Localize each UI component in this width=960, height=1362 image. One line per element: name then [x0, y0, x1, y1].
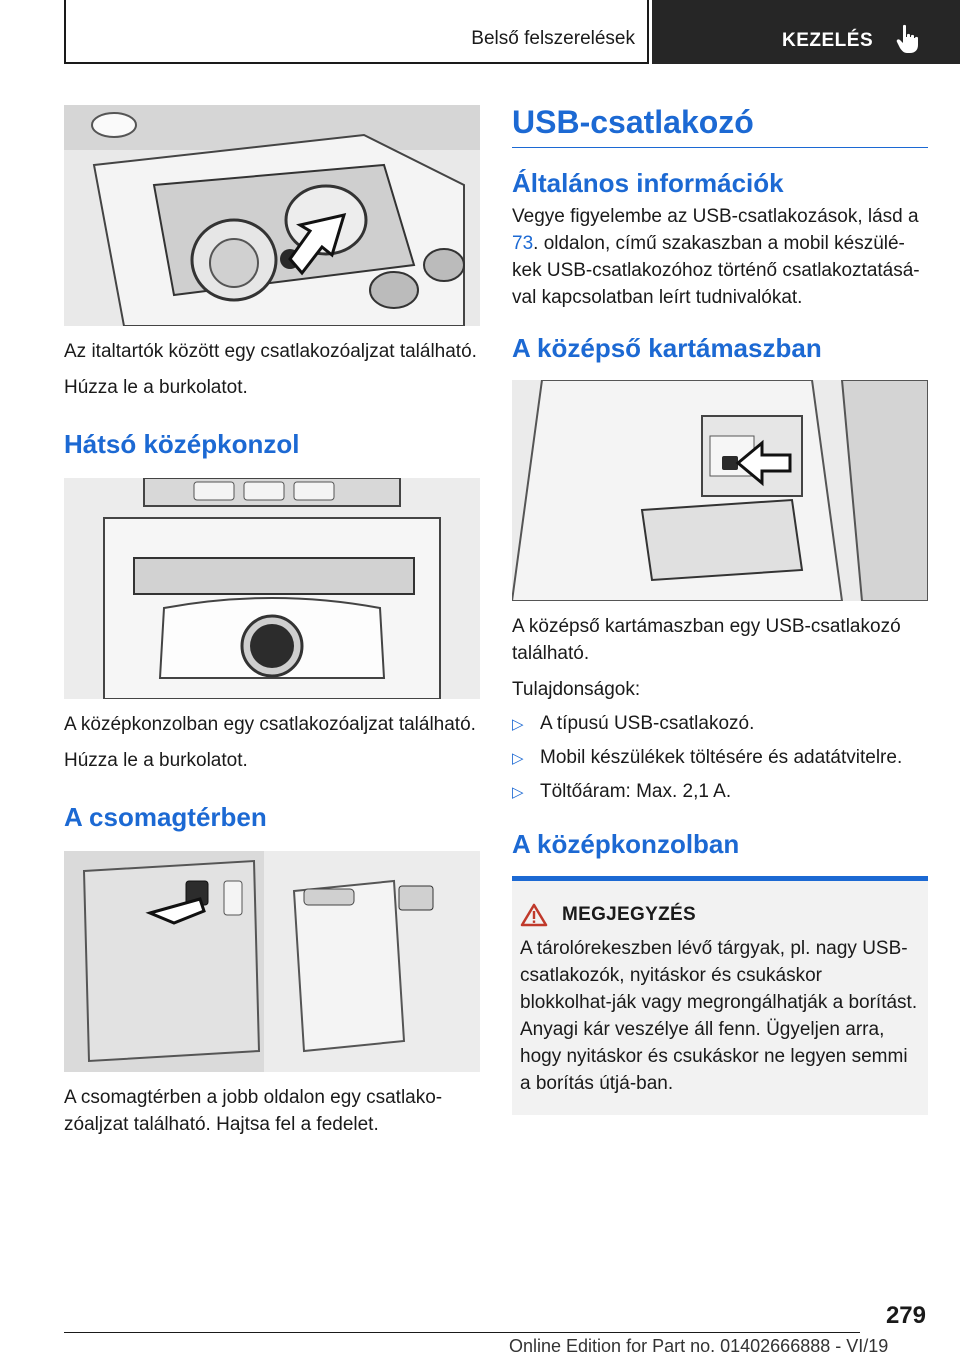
page-link[interactable]: 73: [512, 233, 534, 254]
instruction-rear-console: Húzza le a burkolatot.: [64, 750, 248, 771]
properties-label: Tulajdonságok:: [512, 679, 641, 700]
caption-armrest: A középső kartámaszban egy USB-csatlakozó található.: [512, 616, 901, 664]
triangle-bullet-icon: ▷: [512, 750, 524, 767]
properties-list: [512, 710, 928, 805]
caption-cupholder: Az italtartók között egy csatlakozóaljzat található.: [64, 341, 477, 362]
warning-triangle-icon: [520, 903, 548, 927]
heading-armrest: A középső kartámaszban: [512, 333, 822, 363]
heading-center-console: A középkonzolban: [512, 829, 740, 859]
footer-edition: Online Edition for Part no. 01402666888 - VI/19: [509, 1336, 889, 1356]
general-info-text: Vegye figyelembe az USB-csatlakozások, lásd a 73. oldalon, című szakaszban a mobil készülé-kek USB-csatlakozóhoz történő csatlakoztatásá-val kapcsolatban leírt tudnivalókat.: [512, 206, 920, 308]
footer-divider: [64, 1332, 860, 1333]
heading-general-info: Általános információk: [512, 168, 784, 198]
right-column: [512, 104, 928, 1115]
hand-pointer-icon: [896, 24, 920, 54]
heading-trunk: A csomagtérben: [64, 802, 267, 832]
notice-header: [520, 903, 918, 927]
caption-rear-console: A középkonzolban egy csatlakozóaljzat található.: [64, 714, 476, 735]
header-chapter-tab: [652, 0, 960, 64]
triangle-bullet-icon: ▷: [512, 784, 524, 801]
notice-text: A tárolórekeszben lévő tárgyak, pl. nagy USB-csatlakozók, nyitáskor és csukáskor blokkolhat-ják vagy megrongálhatják a borítást. Anyagi kár veszélye áll fenn. Ügyeljen arra, hogy nyitáskor és csukáskor ne legyen semmi a borítás útjá-ban.: [520, 938, 918, 1094]
heading-rear-console: Hátsó középkonzol: [64, 429, 300, 459]
notice-box: [512, 876, 928, 1115]
rear-console-image: [64, 478, 480, 699]
list-item: ▷ Mobil készülékek töltésére és adatátvitelre.: [512, 744, 928, 771]
page-number: 279: [885, 1302, 926, 1329]
left-column: [64, 105, 480, 1138]
triangle-bullet-icon: ▷: [512, 716, 524, 733]
instruction-cupholder: Húzza le a burkolatot.: [64, 377, 248, 398]
notice-title: MEGJEGYZÉS: [562, 904, 696, 925]
caption-trunk: A csomagtérben a jobb oldalon egy csatlako-zóaljzat található. Hajtsa fel a fedelet.: [64, 1087, 443, 1135]
cupholder-socket-image: [64, 105, 480, 326]
list-item: ▷ A típusú USB-csatlakozó.: [512, 710, 928, 737]
header-section-label: Belső felszerelések: [471, 28, 635, 49]
list-item: ▷ Töltőáram: Max. 2,1 A.: [512, 778, 928, 805]
header-chapter-label: KEZELÉS: [782, 30, 874, 51]
armrest-usb-image: [512, 380, 928, 601]
section-title: USB-csatlakozó: [512, 104, 928, 148]
header-section-tab: [64, 0, 649, 64]
trunk-socket-image: [64, 851, 480, 1072]
